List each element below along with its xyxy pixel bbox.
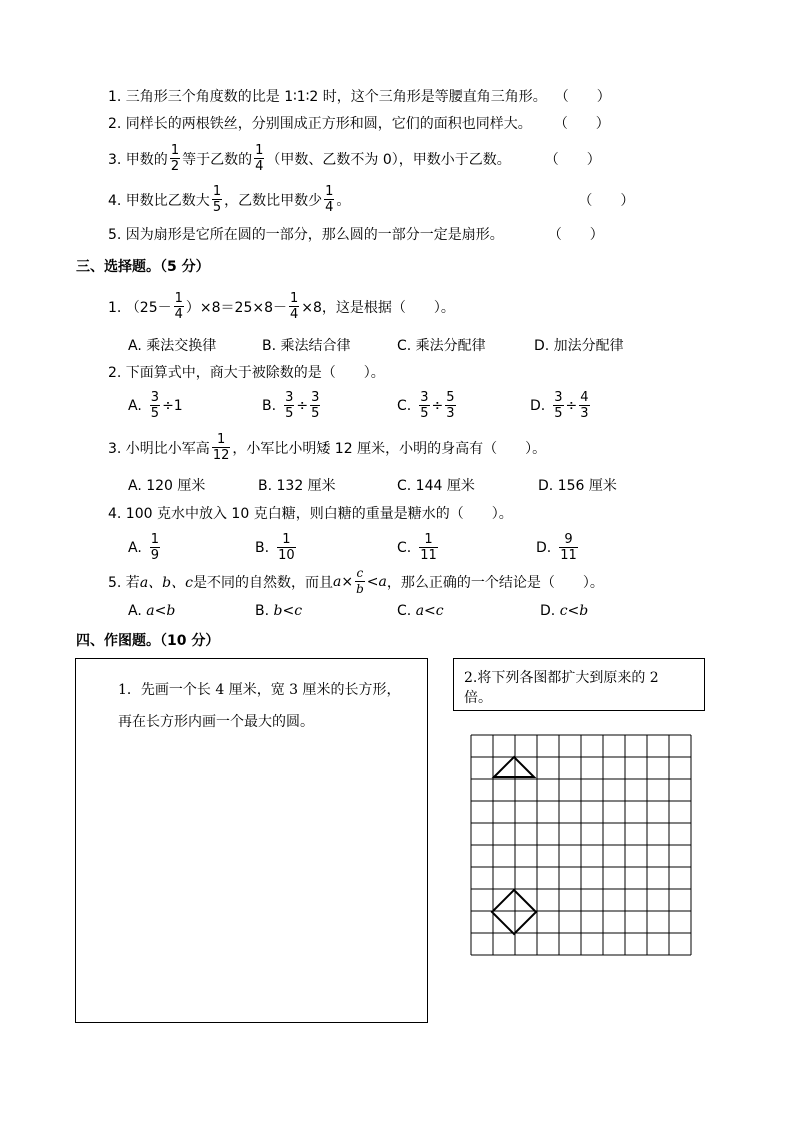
fraction	[212, 184, 222, 215]
denominator: 5	[285, 406, 294, 421]
denominator: 5	[150, 406, 160, 421]
option-label: D.	[540, 603, 556, 619]
choice-q5-vars: a、b、c	[139, 574, 193, 591]
denominator: 10	[278, 548, 295, 563]
denominator: 2	[170, 159, 180, 174]
section-4-title: 四、作图题。（10 分）	[76, 633, 220, 649]
var: c	[294, 603, 303, 619]
choice-q3-option-a[interactable]: A. 120 厘米	[128, 478, 206, 494]
choice-q5-text-pre: 5. 若	[108, 574, 140, 591]
denominator: 11	[560, 548, 577, 563]
denominator: 5	[212, 200, 222, 215]
draw-q2-line1: 2.将下列各图都扩大到原来的 2	[464, 670, 659, 686]
choice-q2	[108, 362, 385, 382]
relation: <	[424, 603, 436, 619]
fraction	[553, 390, 563, 421]
var: b	[579, 603, 589, 619]
numerator: 1	[216, 432, 226, 447]
judge-q4	[108, 184, 634, 215]
draw-q1-line2: 再在长方形内画一个最大的圆。	[118, 714, 314, 730]
denominator: 5	[311, 406, 320, 421]
choice-q1-text-mid: ）×8＝25×8－	[185, 299, 287, 316]
fraction	[170, 143, 180, 174]
fraction	[419, 532, 438, 563]
denominator: 3	[446, 406, 455, 421]
numerator: 3	[150, 390, 160, 405]
choice-q5-option-c[interactable]	[397, 603, 444, 619]
choice-q4-option-a[interactable]	[128, 532, 162, 563]
judge-q3-text-mid: 等于乙数的	[182, 151, 253, 168]
choice-q1-option-d[interactable]: D. 加法分配律	[534, 338, 624, 354]
choice-q2-text: 2. 下面算式中，商大于被除数的是（ ）。	[108, 365, 385, 381]
numerator: 3	[311, 390, 320, 405]
fraction	[324, 184, 334, 215]
numerator: 4	[580, 390, 589, 405]
choice-q4-option-b[interactable]	[255, 532, 298, 563]
option-label: A.	[128, 397, 142, 414]
choice-q3-text-post: ，小军比小明矮 12 厘米，小明的身高有（ ）。	[232, 440, 547, 457]
denominator: 3	[580, 406, 589, 421]
option-label: C.	[397, 603, 412, 619]
option-label: D.	[536, 539, 552, 556]
denominator: 4	[325, 200, 334, 215]
numerator: c	[356, 566, 364, 580]
fraction	[445, 390, 455, 421]
numerator: 1	[282, 532, 291, 547]
choice-q1-option-b[interactable]: B. 乘法结合律	[262, 338, 351, 354]
denominator: 4	[290, 307, 299, 322]
numerator: 1	[174, 291, 183, 306]
choice-q3-option-b[interactable]: B. 132 厘米	[258, 478, 336, 494]
operator: ÷1	[162, 397, 183, 414]
choice-q5-option-a[interactable]	[128, 603, 175, 619]
choice-q2-option-b[interactable]	[262, 390, 322, 421]
numerator: 1	[212, 184, 222, 199]
judge-q3-answer-paren[interactable]: （ ）	[544, 151, 601, 168]
choice-q5-option-d[interactable]	[540, 603, 588, 619]
fraction	[419, 390, 429, 421]
judge-q1-text: 1. 三角形三个角度数的比是 1∶1∶2 时，这个三角形是等腰直角三角形。	[108, 89, 547, 105]
judge-q3-text-pre: 3. 甲数的	[108, 151, 168, 168]
judge-q4-answer-paren[interactable]: （ ）	[578, 192, 635, 209]
choice-q1-option-a[interactable]: A. 乘法交换律	[128, 338, 217, 354]
var-a: a	[332, 573, 342, 590]
option-label: D.	[530, 397, 546, 414]
judge-q5	[108, 224, 604, 244]
numerator: 1	[424, 532, 433, 547]
numerator: 1	[170, 143, 180, 158]
var: b	[166, 603, 176, 619]
judge-q4-text-mid: ，乙数比甲数少	[224, 192, 323, 209]
denominator: b	[356, 582, 364, 596]
judge-q1-answer-paren[interactable]: （ ）	[554, 89, 611, 105]
var-a: a	[378, 573, 387, 590]
relation: <	[154, 603, 167, 619]
operator: ÷	[296, 397, 309, 414]
var: a	[415, 603, 425, 619]
choice-q4-option-c[interactable]	[397, 532, 440, 563]
judge-q5-text: 5. 因为扇形是它所在圆的一部分，那么圆的一部分一定是扇形。	[108, 227, 504, 243]
choice-q3-text-pre: 3. 小明比小军高	[108, 440, 210, 457]
fraction	[579, 390, 589, 421]
choice-q1-text-post: ×8，这是根据（ ）。	[301, 299, 455, 316]
denominator: 5	[420, 406, 429, 421]
choice-q3-option-d[interactable]: D. 156 厘米	[538, 478, 617, 494]
fraction	[212, 432, 231, 463]
operator: ÷	[565, 397, 578, 414]
numerator: 5	[446, 390, 455, 405]
choice-q5-option-b[interactable]	[255, 603, 302, 619]
fraction	[289, 291, 299, 322]
choice-q5-text-post: ，那么正确的一个结论是（ ）。	[386, 574, 604, 591]
option-label: C.	[397, 397, 412, 414]
denominator: 4	[255, 159, 264, 174]
option-label: B.	[262, 397, 277, 414]
denominator: 12	[212, 448, 230, 463]
judge-q1	[108, 86, 611, 106]
denominator: 11	[420, 548, 437, 563]
judge-q4-text-pre: 4. 甲数比乙数大	[108, 192, 210, 209]
relation: <	[567, 603, 580, 619]
judge-q3-text-post: （甲数、乙数不为 0），甲数小于乙数。	[266, 151, 511, 168]
judge-q2-text: 2. 同样长的两根铁丝，分别围成正方形和圆，它们的面积也同样大。	[108, 116, 532, 132]
fraction	[355, 566, 365, 597]
var: b	[273, 603, 283, 619]
option-label: A.	[128, 603, 142, 619]
choice-q2-option-a[interactable]	[128, 390, 183, 421]
times-sign: ×	[341, 573, 354, 590]
fraction	[284, 390, 294, 421]
denominator: 5	[554, 406, 563, 421]
option-label: C.	[397, 539, 412, 556]
relation: <	[282, 603, 295, 619]
denominator: 4	[174, 307, 183, 322]
choice-q4-option-d[interactable]	[536, 532, 580, 563]
choice-q3	[108, 432, 546, 463]
judge-q2	[108, 113, 610, 133]
drawing-grid[interactable]	[466, 732, 696, 962]
var: a	[146, 603, 155, 619]
choice-q2-option-c[interactable]	[397, 390, 458, 421]
choice-q3-option-c[interactable]: C. 144 厘米	[397, 478, 475, 494]
fraction	[277, 532, 296, 563]
fraction	[559, 532, 578, 563]
option-label: A.	[128, 539, 142, 556]
numerator: 1	[255, 143, 264, 158]
section-3-title: 三、选择题。（5 分）	[76, 259, 210, 275]
numerator: 1	[325, 184, 334, 199]
option-label: B.	[255, 603, 270, 619]
square-rotated-shape	[492, 890, 536, 934]
judge-q4-text-post: 。	[336, 192, 351, 209]
choice-q2-option-d[interactable]	[530, 390, 592, 421]
fraction	[310, 390, 320, 421]
judge-q5-answer-paren[interactable]: （ ）	[547, 227, 604, 243]
numerator: 3	[285, 390, 294, 405]
fraction	[150, 532, 160, 563]
numerator: 3	[554, 390, 563, 405]
draw-q2-line2: 倍。	[464, 690, 492, 706]
choice-q5	[108, 566, 604, 597]
fraction	[174, 291, 184, 322]
numerator: 3	[420, 390, 429, 405]
drawing-area-left[interactable]	[75, 658, 428, 1023]
choice-q4-text: 4. 100 克水中放入 10 克白糖，则白糖的重量是糖水的（ ）。	[108, 506, 513, 522]
var: c	[559, 603, 568, 619]
fraction	[150, 390, 160, 421]
denominator: 9	[150, 548, 160, 563]
judge-q2-answer-paren[interactable]: （ ）	[553, 116, 610, 132]
judge-q3	[108, 143, 601, 174]
triangle-shape	[494, 757, 534, 777]
choice-q5-text-mid: 是不同的自然数，而且	[192, 574, 333, 591]
choice-q1	[108, 291, 455, 322]
fraction	[254, 143, 264, 174]
choice-q1-text-pre: 1. （25－	[108, 299, 172, 316]
less-than-sign: <	[366, 573, 379, 590]
numerator: 1	[290, 291, 299, 306]
numerator: 1	[150, 532, 160, 547]
draw-q2-prompt-box	[453, 658, 705, 711]
choice-q1-option-c[interactable]: C. 乘法分配律	[397, 338, 486, 354]
draw-q1-line1: 1．先画一个长 4 厘米，宽 3 厘米的长方形，	[118, 682, 401, 698]
choice-q4	[108, 503, 513, 523]
operator: ÷	[431, 397, 444, 414]
var: c	[435, 603, 444, 619]
option-label: B.	[255, 539, 270, 556]
numerator: 9	[564, 532, 573, 547]
